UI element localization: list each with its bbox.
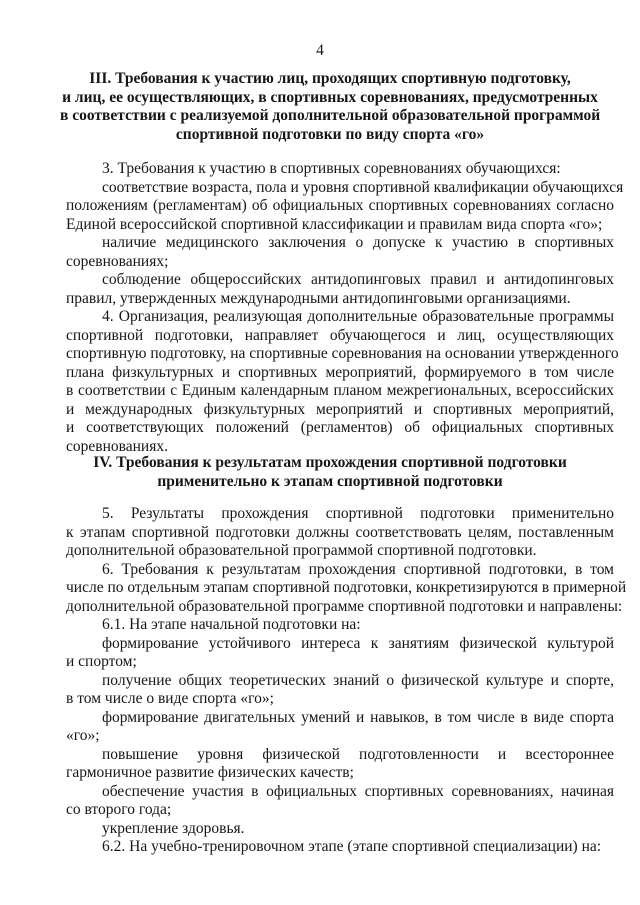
section-iv-body [66,505,627,857]
text-line: 5. Результаты прохождения спортивной подготовки применительно [102,505,614,522]
text-line: соревнованиях. [66,437,168,455]
text-line: укрепление здоровья. [102,819,245,837]
heading-line: и лиц, ее осуществляющих, в спортивных соревнованиях, предусмотренных [62,88,598,106]
text-line: дополнительной образовательной программе спортивной подготовки и направлены: [66,597,623,615]
text-line: 3. Требования к участию в спортивных соревнованиях обучающихся: [102,160,561,177]
text-line: числе по отдельным этапам спортивной подготовки, конкретизируются в примерной [66,579,627,596]
heading-line: спортивной подготовки по виду спорта «го» [175,125,485,143]
text-line: «го»; [66,727,100,744]
text-line: 6.2. На учебно-тренировочном этапе (этапе спортивной специализации) на: [102,838,602,855]
text-line: и соответствующих положений (регламентов) об официальных спортивных [66,419,614,436]
heading-line: применительно к этапам спортивной подготовки [157,472,503,490]
text-line: гармоничное развитие физических качеств; [66,764,354,781]
text-line: соревнованиях; [66,252,169,270]
heading-line: IV. Требования к результатам прохождения спортивной подготовки [93,454,567,471]
text-line: в соответствии с Единым календарным планом межрегиональных, всероссийских [66,382,614,399]
text-line: 6.1. На этапе начальной подготовки на: [102,616,361,633]
section-iv-heading [60,454,600,491]
text-line: обеспечение участия в официальных спортивных соревнованиях, начиная [102,782,614,800]
text-line: в том числе о виде спорта «го»; [66,690,274,707]
text-line: соблюдение общероссийских антидопинговых правил и антидопинговых [102,271,614,288]
section-iii-heading [60,70,600,144]
text-line: наличие медицинского заключения о допуске к участию в спортивных [102,234,614,251]
text-line: 4. Организация, реализующая дополнительные образовательные программы [102,308,614,325]
text-line: получение общих теоретических знаний о физической культуре и спорте, [102,671,614,689]
page-number: 4 [316,42,324,59]
text-line: правил, утвержденных международными антидопинговыми организациями. [66,289,571,307]
text-line: формирование двигательных умений и навыков, в том числе в виде спорта [102,708,614,726]
text-line: со второго года; [66,801,172,818]
text-line: положениям (регламентам) об официальных спортивных соревнованиях согласно [66,197,614,214]
heading-line: в соответствии с реализуемой дополнительной образовательной программой [60,107,601,124]
text-line: и международных физкультурных мероприятий и спортивных мероприятий, [66,400,614,418]
text-line: дополнительной образовательной программой спортивной подготовки. [66,542,537,559]
text-line: формирование устойчивого интереса к занятиям физической культурой [102,634,614,652]
text-line: и спортом; [66,653,137,670]
text-line: Единой всероссийской спортивной классификации и правилам вида спорта «го»; [66,215,603,233]
heading-line: III. Требования к участию лиц, проходящих спортивную подготовку, [89,70,571,87]
text-line: повышение уровня физической подготовленности и всестороннее [102,745,614,763]
text-line: 6. Требования к результатам прохождения спортивной подготовки, в том [102,560,614,578]
text-line: к этапам спортивной подготовки должны соответствовать целям, поставленным [66,523,614,541]
text-line: спортивной подготовки, направляет обучающегося и лиц, осуществляющих [66,326,614,344]
text-line: плана физкультурных и спортивных мероприятий, формируемого в том числе [66,363,614,381]
section-iii-body [66,160,624,456]
text-line: спортивную подготовку, на спортивные соревнования на основании утвержденного [66,345,619,362]
text-line: соответствие возраста, пола и уровня спортивной квалификации обучающихся [102,178,624,196]
